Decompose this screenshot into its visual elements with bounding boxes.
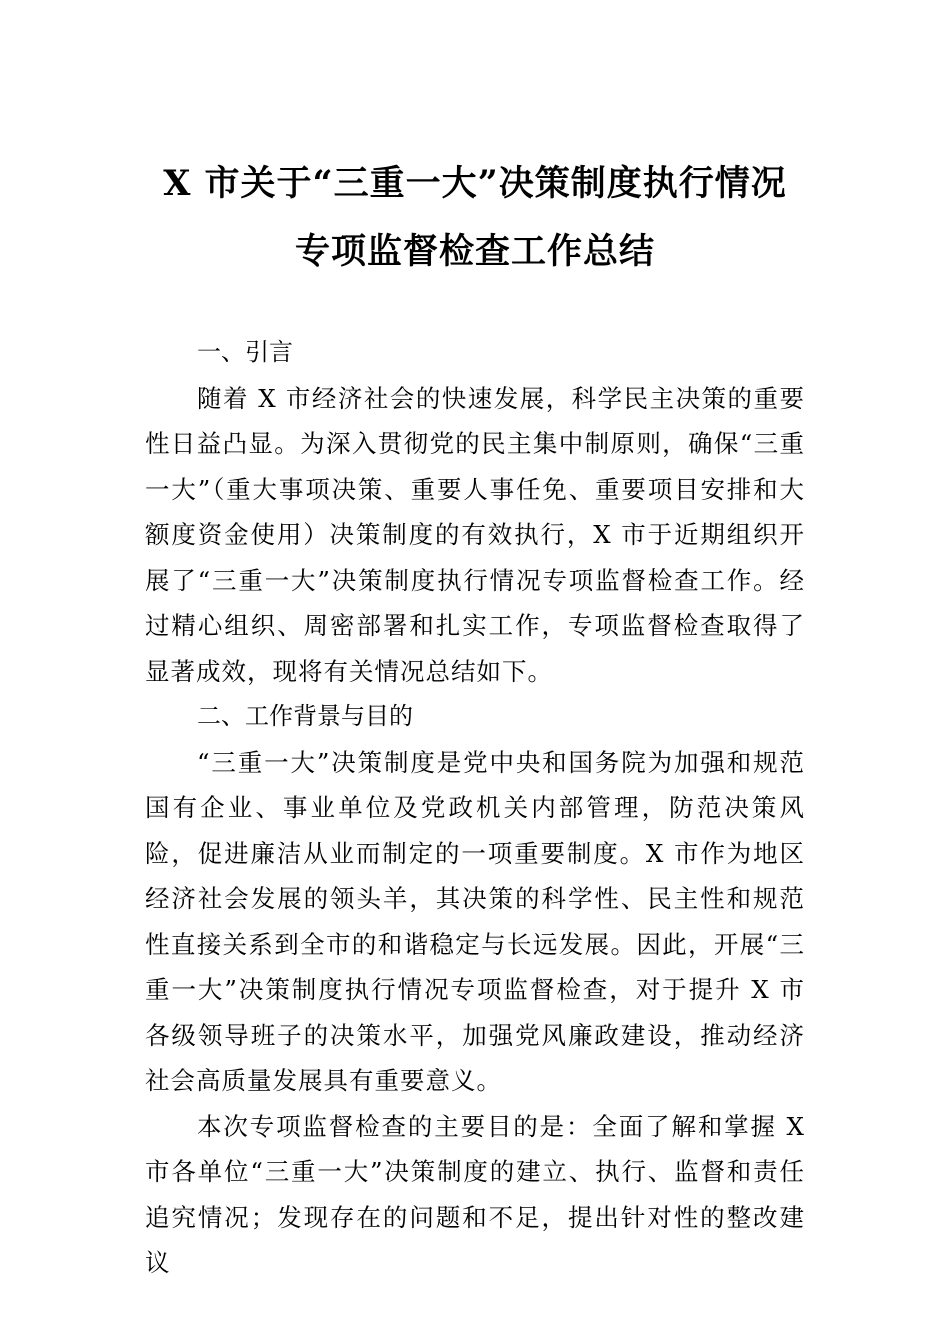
section-1-paragraph: 随着 X 市经济社会的快速发展，科学民主决策的重要性日益凸显。为深入贯彻党的民主集中制原则，确保“三重一大”（重大事项决策、重要人事任免、重要项目安排和大额度资金使用）决策制度的有效执行，X 市于近期组织开展了“三重一大”决策制度执行情况专项监督检查工作。经过精心组织、周密部署和扎实工作，专项监督检查取得了显著成效，现将有关情况总结如下。 [145, 383, 805, 686]
document-body [145, 330, 805, 1286]
section-2-heading: 二、工作背景与目的 [197, 702, 413, 730]
section-2-paragraph-1: “三重一大”决策制度是党中央和国务院为加强和规范国有企业、事业单位及党政机关内部管理，防范决策风险，促进廉洁从业而制定的一项重要制度。X 市作为地区经济社会发展的领头羊，其决策的科学性、民主性和规范性直接关系到全市的和谐稳定与长远发展。因此，开展“三重一大”决策制度执行情况专项监督检查，对于提升 X 市各级领导班子的决策水平，加强党风廉政建设，推动经济社会高质量发展具有重要意义。 [145, 747, 805, 1095]
section-1-heading: 一、引言 [197, 338, 293, 366]
section-2-paragraph-2: 本次专项监督检查的主要目的是：全面了解和掌握 X 市各单位“三重一大”决策制度的建立、执行、监督和责任追究情况；发现存在的问题和不足，提出针对性的整改建议 [145, 1111, 805, 1277]
document-title-line-2: 专项监督检查工作总结 [294, 231, 655, 272]
document-title-line-1: X 市关于“三重一大”决策制度执行情况 [163, 163, 787, 204]
